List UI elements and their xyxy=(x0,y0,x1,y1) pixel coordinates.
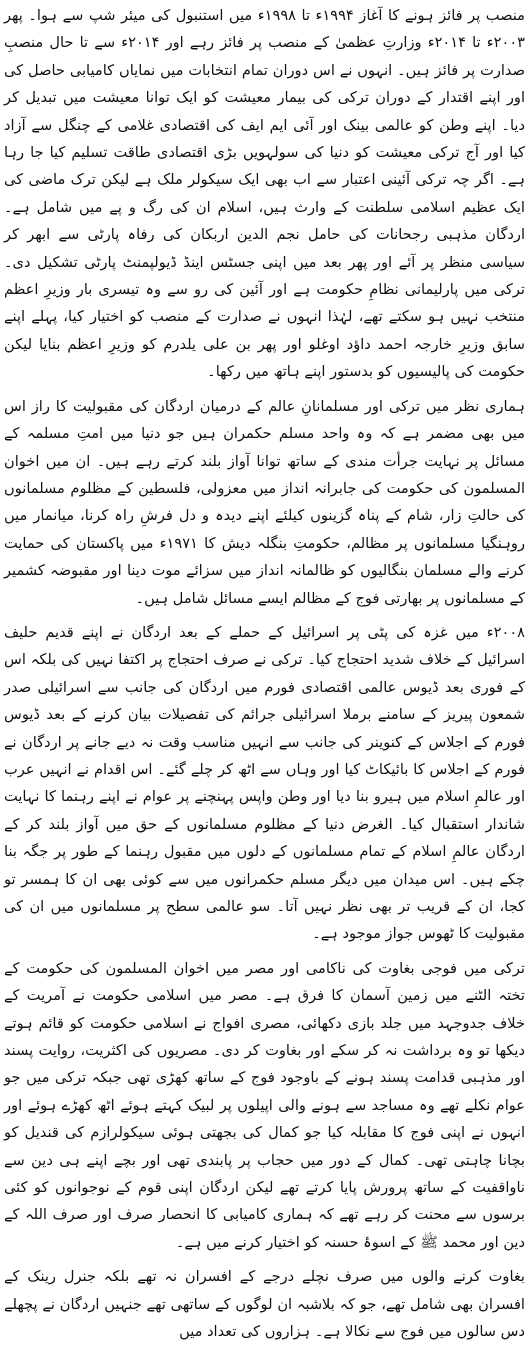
article-paragraph: ۲۰۰۸ء میں غزہ کی پٹی پر اسرائیل کے حملے کے بعد اردگان نے اپنے قدیم حلیف اسرائیل کے خلاف شدید احتجاج کیا۔ ترکی نے صرف احتجاج پر اکتفا نہیں کی بلکہ اس کے فوری بعد ڈیوس عالمی اقتصادی فورم میں اردگان کی جانب سے اسرائیلی صدر شمعون پیریز کے سامنے برملا اسرائیلی جرائم کی تفصیلات بیان کرنے کے بعد ڈیوس فورم کے اجلاس کے کنوینر کی جانب سے انہیں مناسب وقت نہ دیے جانے پر اردگان نے فورم کے اجلاس کا بائیکاٹ کیا اور وہاں سے اٹھ کر چلے گئے۔ اس اقدام نے انہیں عرب اور عالمِ اسلام میں ہیرو بنا دیا اور وطن واپس پہنچنے پر عوام نے اپنے رہنما کا نہایت شاندار استقبال کیا۔ الغرض دنیا کے مظلوم مسلمانوں کے حق میں آواز بلند کر کے اردگان عالمِ اسلام کے تمام مسلمانوں کے دلوں میں مقبول رہنما کے طور پر جگہ بنا چکے ہیں۔ اس میدان میں دیگر مسلم حکمرانوں میں سے کوئی بھی ان کا ہمسر تو کجا، ان کے قریب تر بھی نظر نہیں آتا۔ سو عالمی سطح پر مسلمانوں میں ان کی مقبولیت کا ٹھوس جواز موجود ہے۔ xyxy=(4,623,525,943)
article-paragraph: ترکی میں فوجی بغاوت کی ناکامی اور مصر میں اخوان المسلمون کی حکومت کے تختہ الٹنے میں زمین آسمان کا فرق ہے۔ مصر میں اسلامی حکومت نے آمریت کے خلاف جدوجہد میں جلد بازی دکھائی، مصری افواج نے اسلامی حکومت کو قائم ہوتے دیکھا تو وہ برداشت نہ کر سکے اور بغاوت کر دی۔ مصریوں کی اکثریت، روایت پسند اور مذہبی قدامت پسند ہونے کے باوجود فوج کے ساتھ کھڑی تھی جبکہ ترکی میں جو عوام نکلے تھے وہ مساجد سے ہونے والی اپیلوں پر لبیک کہتے ہوئے اٹھ کھڑے ہوئے اور انہوں نے اپنی فوج کا مقابلہ کیا جو کمال کی بجھتی ہوئی سیکولرازم کی قندیل کو بچانا چاہتی تھی۔ کمال کے دور میں حجاب پر پابندی تھی اور بچے اپنے ہی دین سے ناواقفیت کے ساتھ پرورش پایا کرتے تھے لیکن اردگان اپنی قوم کے نوجوانوں کو کئی برسوں سے محنت کر رہے تھے کہ ہماری کامیابی کا انحصار صرف اور صرف اللہ کے دین اور محمد ﷺ کے اسوۂ حسنہ کو اختیار کرنے میں ہے۔ xyxy=(4,959,525,1251)
article-paragraph: منصب پر فائز ہونے کا آغاز ۱۹۹۴ء تا ۱۹۹۸ء میں استنبول کی میئر شپ سے ہوا۔ پھر ۲۰۰۳ء تا ۲۰۱۴ء وزارتِ عظمیٰ کے منصب پر فائز رہے اور ۲۰۱۴ء سے تا حال منصبِ صدارت پر فائز ہیں۔ انہوں نے اس دوران تمام انتخابات میں نمایاں کامیابی حاصل کی اور اپنے اقتدار کے دوران ترکی کی بیمار معیشت کو ایک توانا معیشت میں تبدیل کر دیا۔ اپنے وطن کو عالمی بینک اور آئی ایم ایف کی اقتصادی غلامی کے چنگل سے آزاد کیا اور آج ترکی معیشت کو دنیا کی سولہویں بڑی اقتصادی طاقت تسلیم کیا جا رہا ہے۔ اگر چہ ترکی آئینی اعتبار سے اب بھی ایک سیکولر ملک ہے لیکن ترک ماضی کی ایک عظیم اسلامی سلطنت کے وارث ہیں، اسلام ان کی رگ و پے میں شامل ہے۔ اردگان مذہبی رجحانات کی حامل نجم الدین اربکان کی رفاہ پارٹی سے ابھر کر سیاسی منظر پر آئے اور پھر بعد میں اپنی جسٹس اینڈ ڈیولپمنٹ پارٹی تشکیل دی۔ ترکی میں پارلیمانی نظامِ حکومت ہے اور آئین کی رو سے وہ تیسری بار وزیرِ اعظم منتخب نہیں ہو سکتے تھے، لہٰذا انہوں نے صدارت کے منصب کو اختیار کیا، پہلے اپنے سابق وزیرِ خارجہ احمد داؤد اوغلو اور پھر بن علی یلدرم کو وزیرِ اعظم بنایا لیکن حکومت کی پالیسیوں کو بدستور اپنے ہاتھ میں رکھا۔ xyxy=(4,7,526,381)
article-paragraph: ہماری نظر میں ترکی اور مسلمانانِ عالم کے درمیان اردگان کی مقبولیت کا راز اس میں بھی مضمر ہے کہ وہ واحد مسلم حکمران ہیں جو دنیا میں امتِ مسلمہ کے مسائل پر نہایت جرأت مندی کے ساتھ توانا آواز بلند کرتے رہے ہیں۔ ان میں اخوان المسلمون کی حکومت کی جابرانہ انداز میں معزولی، فلسطین کے مظلوم مسلمانوں کی حالتِ زار، شام کے پناہ گزینوں کیلئے اپنے دیدہ و دل فرشِ راہ کرنا، میانمار میں روہنگیا مسلمانوں پر مظالم، حکومتِ بنگلہ دیش کا ۱۹۷۱ء میں پاکستان کی حمایت کرنے والے مسلمان بنگالیوں کو ظالمانہ انداز میں سزائے موت دینا اور مقبوضہ کشمیر کے مسلمانوں پر بھارتی فوج کے مظالم ایسے مسائل شامل ہیں۔ xyxy=(4,397,525,607)
article-paragraph: بغاوت کرنے والوں میں صرف نچلے درجے کے افسران نہ تھے بلکہ جنرل رینک کے افسران بھی شامل تھے، جو کہ بلاشبہ ان لوگوں کے ساتھی تھے جنہیں اردگان نے پچھلے دس سالوں میں فوج سے نکالا ہے۔ ہزاروں کی تعداد میں xyxy=(4,1268,525,1341)
